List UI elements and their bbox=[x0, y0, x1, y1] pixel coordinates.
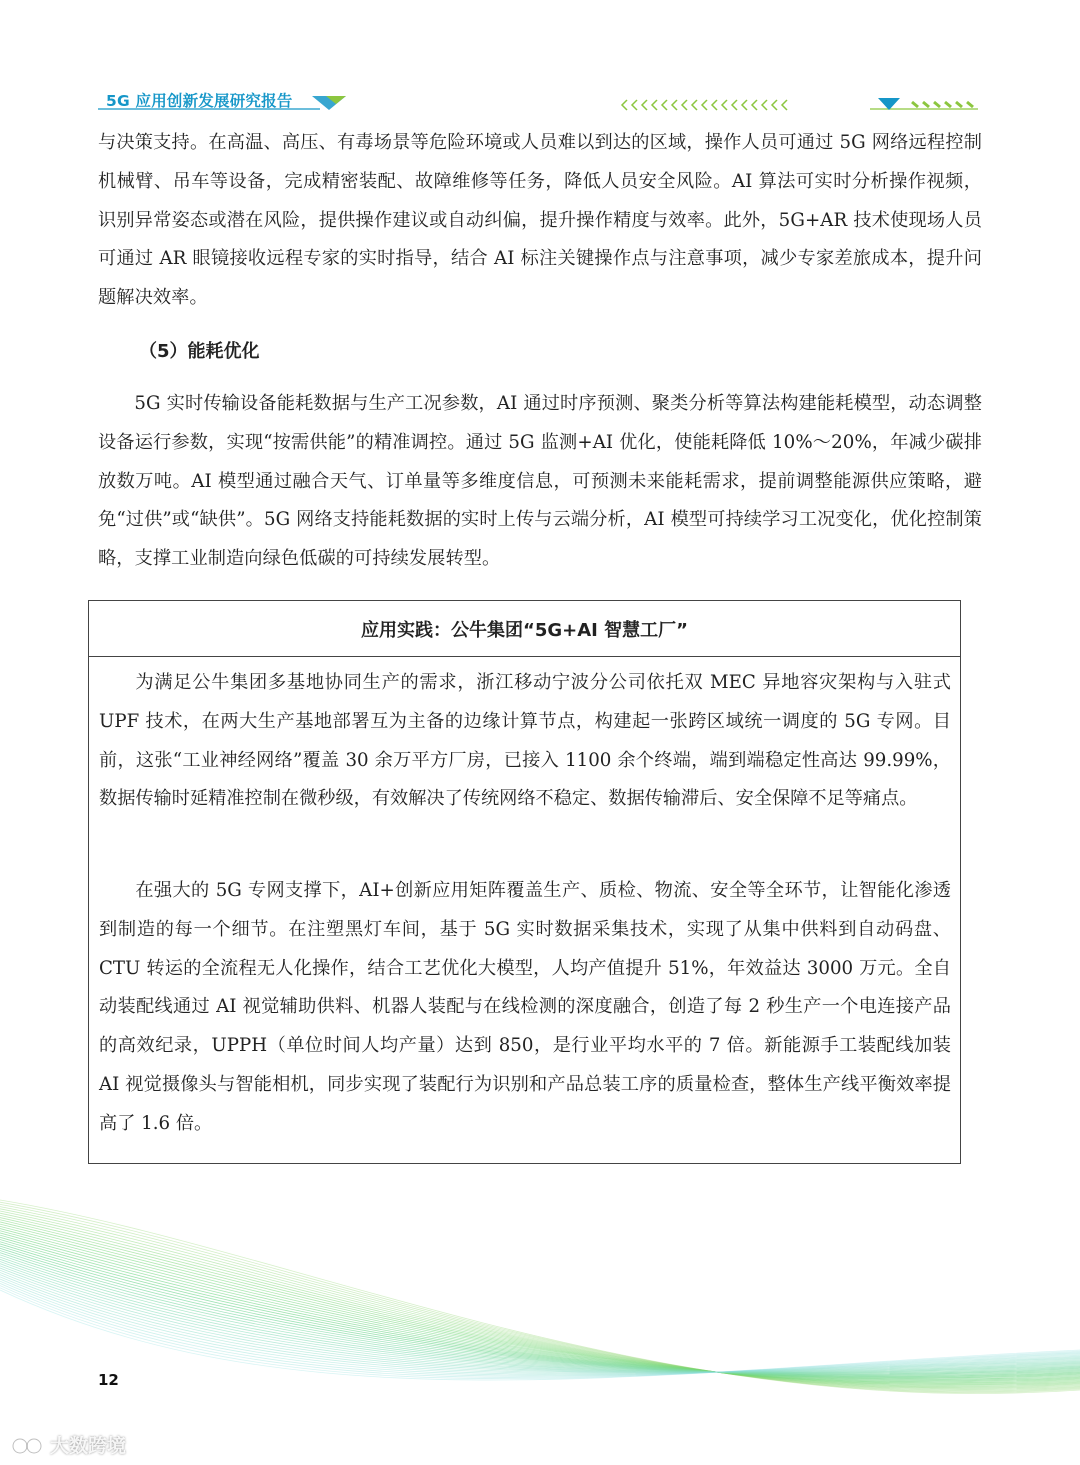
chevron-mark bbox=[702, 100, 707, 110]
watermark bbox=[10, 1431, 126, 1458]
chevron-mark bbox=[752, 100, 757, 110]
chevron-mark bbox=[722, 100, 727, 110]
chevron-mark bbox=[692, 100, 697, 110]
tick-mark bbox=[912, 102, 918, 107]
chevron-mark bbox=[682, 100, 687, 110]
case-study-box bbox=[88, 600, 961, 1164]
wave-line bbox=[0, 1270, 1080, 1372]
chevron-row-icon bbox=[622, 100, 787, 110]
header-decoration bbox=[0, 84, 1080, 114]
page-header bbox=[0, 0, 1080, 120]
chevron-mark bbox=[652, 100, 657, 110]
tick-row-icon bbox=[912, 102, 973, 107]
chevron-mark bbox=[782, 100, 787, 110]
wave-line bbox=[0, 1233, 1080, 1380]
chevron-mark bbox=[662, 100, 667, 110]
report-title: 5G 应用创新发展研究报告 bbox=[106, 92, 293, 110]
chevron-mark bbox=[742, 100, 747, 110]
wave-line bbox=[0, 1248, 1080, 1375]
wave-line bbox=[0, 1242, 1080, 1377]
chevron-mark bbox=[632, 100, 637, 110]
tick-mark bbox=[967, 102, 973, 107]
watermark-text: 大数跨境 bbox=[50, 1435, 127, 1457]
chevron-mark bbox=[712, 100, 717, 110]
continued-paragraph: 与决策支持。在高温、高压、有毒场景等危险环境或人员难以到达的区域，操作人员可通过 5G 网络远程控制机械臂、吊车等设备，完成精密装配、故障维修等任务，降低人员安全风险。AI 算法可实时分析操作视频，识别异常姿态或潜在风险，提供操作建议或自动纠偏，提升操作精度与效率。此外，5G+AR 技术使现场人员可通过 AR 眼镜接收远程专家的实时指导，结合 AI 标注关键操作点与注意事项，减少专家差旅成本，提升问题解决效率。 bbox=[98, 132, 982, 309]
tick-mark bbox=[934, 102, 940, 107]
chevron-mark bbox=[672, 100, 677, 110]
case-study-title: 应用实践：公牛集团“5G+AI 智慧工厂” bbox=[89, 601, 960, 657]
chevron-mark bbox=[642, 100, 647, 110]
section-heading: （5）能耗优化 bbox=[139, 341, 260, 362]
section-paragraph: 5G 实时传输设备能耗数据与生产工况参数，AI 通过时序预测、聚类分析等算法构建能耗模型，动态调整设备运行参数，实现“按需供能”的精准调控。通过 5G 监测+AI 优化，使能耗降低 10%～20%，年减少碳排放数万吨。AI 模型通过融合天气、订单量等多维度信息，可预测未来能耗需求，提前调整能源供应策略，避免“过供”或“缺供”。5G 网络支持能耗数据的实时上传与云端分析，AI 模型可持续学习工况变化，优化控制策略，支撑工业制造向绿色低碳的可持续发展转型。 bbox=[98, 393, 982, 570]
chevron-mark bbox=[762, 100, 767, 110]
header-triangle-right bbox=[878, 98, 900, 110]
watermark-logo-icon bbox=[10, 1434, 44, 1456]
chevron-mark bbox=[732, 100, 737, 110]
chevron-mark bbox=[772, 100, 777, 110]
case-study-paragraph-1: 为满足公牛集团多基地协同生产的需求，浙江移动宁波分公司依托双 MEC 异地容灾架构与入驻式 UPF 技术，在两大生产基地部署互为主备的边缘计算节点，构建起一张跨区域统一调度的 5G 专网。目前，这张“工业神经网络”覆盖 30 余万平方厂房，已接入 1100 余个终端，端到端稳定性高达 99.99%，数据传输时延精准控制在微秒级，有效解决了传统网络不稳定、数据传输滞后、安全保障不足等痛点。 bbox=[99, 672, 951, 810]
wave-lines-decoration bbox=[0, 1190, 1080, 1465]
case-study-paragraph-2: 在强大的 5G 专网支撑下，AI+创新应用矩阵覆盖生产、质检、物流、安全等全环节，让智能化渗透到制造的每一个细节。在注塑黑灯车间，基于 5G 实时数据采集技术，实现了从集中供料到自动码盘、CTU 转运的全流程无人化操作，结合工艺优化大模型，人均产值提升 51%，年效益达 3000 万元。全自动装配线通过 AI 视觉辅助供料、机器人装配与在线检测的深度融合，创造了每 2 秒生产一个电连接产品的高效纪录，UPPH（单位时间人均产量）达到 850，是行业平均水平的 7 倍。新能源手工装配线加装 AI 视觉摄像头与智能相机，同步实现了装配行为识别和产品总装工序的质量检查，整体生产线平衡效率提高了 1.6 倍。 bbox=[99, 880, 951, 1134]
chevron-mark bbox=[622, 100, 627, 110]
tick-mark bbox=[945, 102, 951, 107]
page-number: 12 bbox=[98, 1371, 119, 1389]
tick-mark bbox=[956, 102, 962, 107]
tick-mark bbox=[923, 102, 929, 107]
